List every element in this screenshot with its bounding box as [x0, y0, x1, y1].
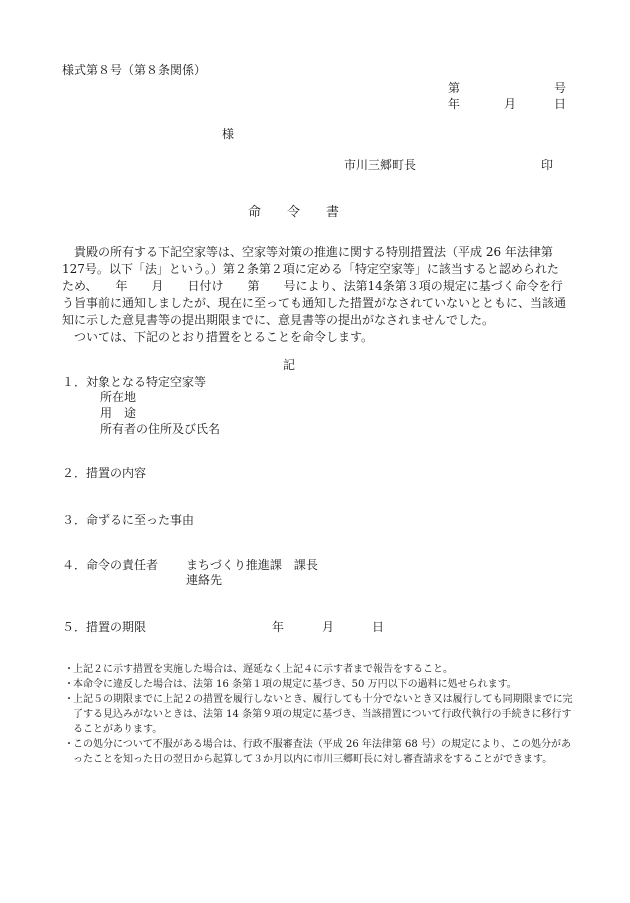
- note-item: [64, 692, 574, 737]
- item1-heading: １．対象となる特定空家等: [62, 375, 207, 389]
- item1-location: 所在地: [100, 390, 137, 404]
- body-paragraph-2: ついては、下記のとおり措置をとることを命令します。: [62, 330, 374, 344]
- note-bullet: ・: [64, 694, 74, 705]
- item1-usage: 用 途: [100, 406, 137, 420]
- note-item: [64, 737, 574, 767]
- note-text: 本命令に違反した場合は、法第 16 条第１項の規定に基づき、50 万円以下の過料に処せられます。: [73, 679, 517, 690]
- notes-list: [64, 662, 574, 767]
- issuer-seal: 印: [541, 158, 554, 172]
- body-text: [62, 244, 570, 346]
- form-label: 様式第８号（第８条関係）: [62, 63, 207, 77]
- item4-contact: 連絡先: [186, 573, 223, 587]
- item5-day: 日: [372, 620, 385, 634]
- note-bullet: ・: [64, 679, 74, 690]
- note-bullet: ・: [64, 664, 74, 675]
- item4-heading: ４．命令の責任者: [62, 558, 159, 572]
- item5-heading: ５．措置の期限: [62, 620, 147, 634]
- issuer-name: 市川三郷町長: [344, 158, 417, 172]
- item5-year: 年: [272, 620, 285, 634]
- note-item: [64, 662, 574, 677]
- doc-date-year: 年: [448, 97, 461, 111]
- doc-date-day: 日: [554, 97, 567, 111]
- item1-owner: 所有者の住所及び氏名: [100, 422, 221, 436]
- doc-number-dai: 第: [448, 81, 461, 95]
- note-text: 上記５の期限までに上記２の措置を履行しないとき、履行しても十分でないとき又は履行しても同期限までに完了する見込みがないときは、法第 14 条第９項の規定に基づき、当該措置について行政代執行の手続きに移行することがあります。: [73, 694, 573, 735]
- note-text: この処分について不服がある場合は、行政不服審査法（平成 26 年法律第 68 号）の規定により、この処分があったことを知った日の翌日から起算して３か月以内に市川三郷町長に対し審査請求をすることができます。: [73, 739, 571, 765]
- addressee-suffix: 様: [222, 127, 235, 141]
- note-text: 上記２に示す措置を実施した場合は、遅延なく上記４に示す者まで報告をすること。: [73, 664, 453, 675]
- note-item: [64, 677, 574, 692]
- body-paragraph-1: 貴殿の所有する下記空家等は、空家等対策の推進に関する特別措置法（平成 26 年法律第127号。以下「法」という。）第２条第２項に定める「特定空家等」に該当すると認められたため、 年 月 日付け 第 号により、法第14条第３項の規定に基づく命令を行う旨事前に通知しましたが、現在に至っても通知した措置がなされていないとともに、当該通知に示した意見書等の提出期限までに、意見書等の提出がなされませんでした。: [62, 245, 567, 327]
- document-title: 命 令 書: [248, 205, 340, 220]
- note-bullet: ・: [64, 739, 74, 750]
- doc-number-go: 号: [554, 81, 567, 95]
- item3-heading: ３．命ずるに至った事由: [62, 513, 195, 527]
- item4-responsible: まちづくり推進課 課長: [186, 558, 318, 572]
- item5-month: 月: [322, 620, 335, 634]
- ki-label: 記: [283, 358, 296, 372]
- doc-date-month: 月: [504, 97, 517, 111]
- item2-heading: ２．措置の内容: [62, 466, 147, 480]
